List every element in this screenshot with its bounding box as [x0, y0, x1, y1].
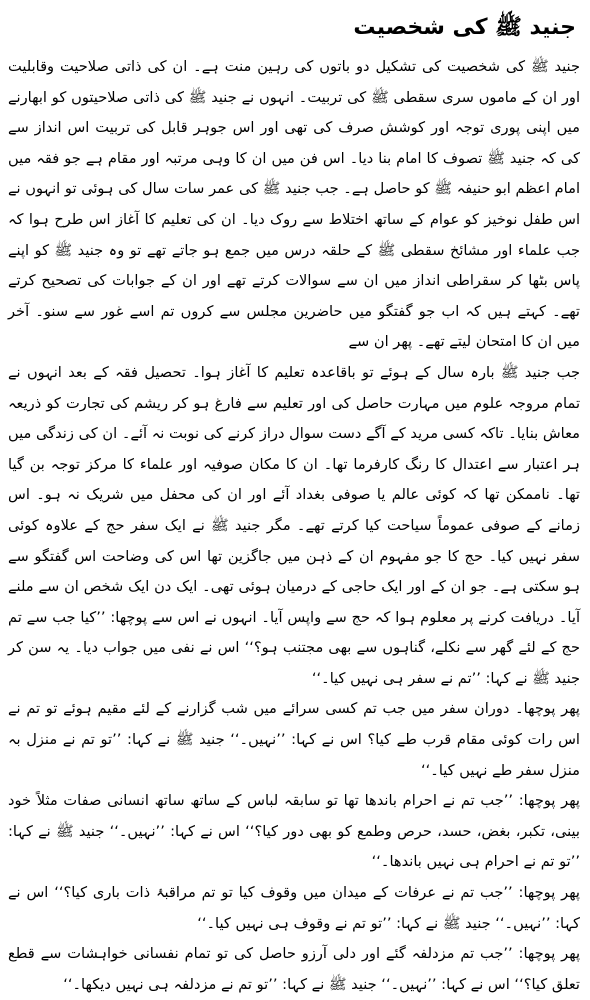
paragraph-question-travel: پھر پوچھا۔ دوران سفر میں جب تم کسی سرائے میں شب گزارنے کے لئے مقیم ہوئے تو تم نے اس رات کوئی مقام قرب طے کیا؟ اس نے کہا: ’’نہیں۔‘‘ جنید ﷺ نے کہا: ’’تو تم نے منزل بہ منزل سفر طے نہیں کیا۔‘‘	[8, 700, 580, 779]
paragraph-question-ihram: پھر پوچھا: ’’جب تم نے احرام باندھا تھا تو سابقہ لباس کے ساتھ ساتھ انسانی صفات مثلاً خود بینی، تکبر، بغض، حسد، حرص وطمع کو بھی دور کیا؟‘‘ اس نے کہا: ’’نہیں۔‘‘ جنید ﷺ نے کہا: ’’تو تم نے احرام ہی نہیں باندھا۔‘‘	[8, 792, 580, 871]
paragraph-question-arafat: پھر پوچھا: ’’جب تم نے عرفات کے میدان میں وقوف کیا تو تم مراقبۂ ذات باری کیا؟‘‘ اس نے کہا: ’’نہیں۔‘‘ جنید ﷺ نے کہا: ’’تو تم نے وقوف ہی نہیں کیا۔‘‘	[8, 884, 580, 932]
paragraph-upbringing: جنید ﷺ کی شخصیت کی تشکیل دو باتوں کی رہین منت ہے۔ ان کی ذاتی صلاحیت وقابلیت اور ان کے ماموں سری سقطی ﷺ کی تربیت۔ انہوں نے جنید ﷺ کی ذاتی صلاحیتوں کو ابھارنے میں اپنی پوری توجہ اور کوشش صرف کی تھی اور اس جوہر قابل کی تربیت اس انداز سے کی کہ جنید ﷺ تصوف کا امام بنا دیا۔ اس فن میں ان کا وہی مرتبہ اور مقام ہے جو فقہ میں امام اعظم ابو حنیفہ ﷺ کو حاصل ہے۔ جب جنید ﷺ کی عمر سات سال کی ہوئی تو انہوں نے اس طفل نوخیز کو عوام کے ساتھ اختلاط سے روک دیا۔ ان کی تعلیم کا آغاز اس طرح ہوا کہ جب علماء اور مشائخ سقطی ﷺ کے حلقہ درس میں جمع ہو جاتے تھے تو وہ جنید ﷺ کو اپنے پاس بٹھا کر سقراطی انداز میں ان سے سوالات کرتے تھے اور ان کے جوابات کی تصحیح کرتے تھے۔ کہتے ہیں کہ اب جو گفتگو میں حاضرین مجلس سے کروں تم اسے غور سے سنو۔ آخر میں ان کا امتحان لیتے تھے۔ پھر ان سے	[8, 58, 580, 351]
paragraph-question-muzdalifa: پھر پوچھا: ’’جب تم مزدلفہ گئے اور دلی آرزو حاصل کی تو تمام نفسانی خواہشات سے قطع تعلق کیا؟‘‘ اس نے کہا: ’’نہیں۔‘‘ جنید ﷺ نے کہا: ’’تو تم نے مزدلفہ ہی نہیں دیکھا۔‘‘	[8, 945, 580, 993]
page-title: جنید ﷺ کی شخصیت	[353, 15, 576, 40]
paragraph-education-and-hajj: جب جنید ﷺ بارہ سال کے ہوئے تو باقاعدہ تعلیم کا آغاز ہوا۔ تحصیل فقہ کے بعد انہوں نے تمام مروجہ علوم میں مہارت حاصل کی اور تعلیم سے فارغ ہو کر ریشم کی تجارت کو ذریعہ معاش بنایا۔ تاکہ کسی مرید کے آگے دست سوال دراز کرنے کی نوبت نہ آئے۔ ان کی زندگی میں ہر اعتبار سے اعتدال کا رنگ کارفرما تھا۔ ان کا مکان صوفیہ اور علماء کا مرکز توجہ بن گیا تھا۔ ناممکن تھا کہ کوئی عالم یا صوفی بغداد آئے اور ان کی محفل میں شریک نہ ہو۔ اس زمانے کے صوفی عموماً سیاحت کیا کرتے تھے۔ مگر جنید ﷺ نے ایک سفر حج کے علاوہ کوئی سفر نہیں کیا۔ حج کا جو مفہوم ان کے ذہن میں جاگزین تھا اس کی وضاحت اس گفتگو سے ہو سکتی ہے۔ جو ان کے اور ایک حاجی کے درمیان ہوئی تھی۔ ایک دن ایک شخص ان سے ملنے آیا۔ دریافت کرنے پر معلوم ہوا کہ حج سے واپس آیا۔ انہوں نے اس سے پوچھا: ’’کیا جب سے تم حج کے لئے گھر سے نکلے، گناہوں سے بھی مجتنب ہو؟‘‘ اس نے نفی میں جواب دیا۔ یہ سن کر جنید ﷺ نے کہا: ’’تم نے سفر ہی نہیں کیا۔‘‘	[8, 363, 580, 687]
